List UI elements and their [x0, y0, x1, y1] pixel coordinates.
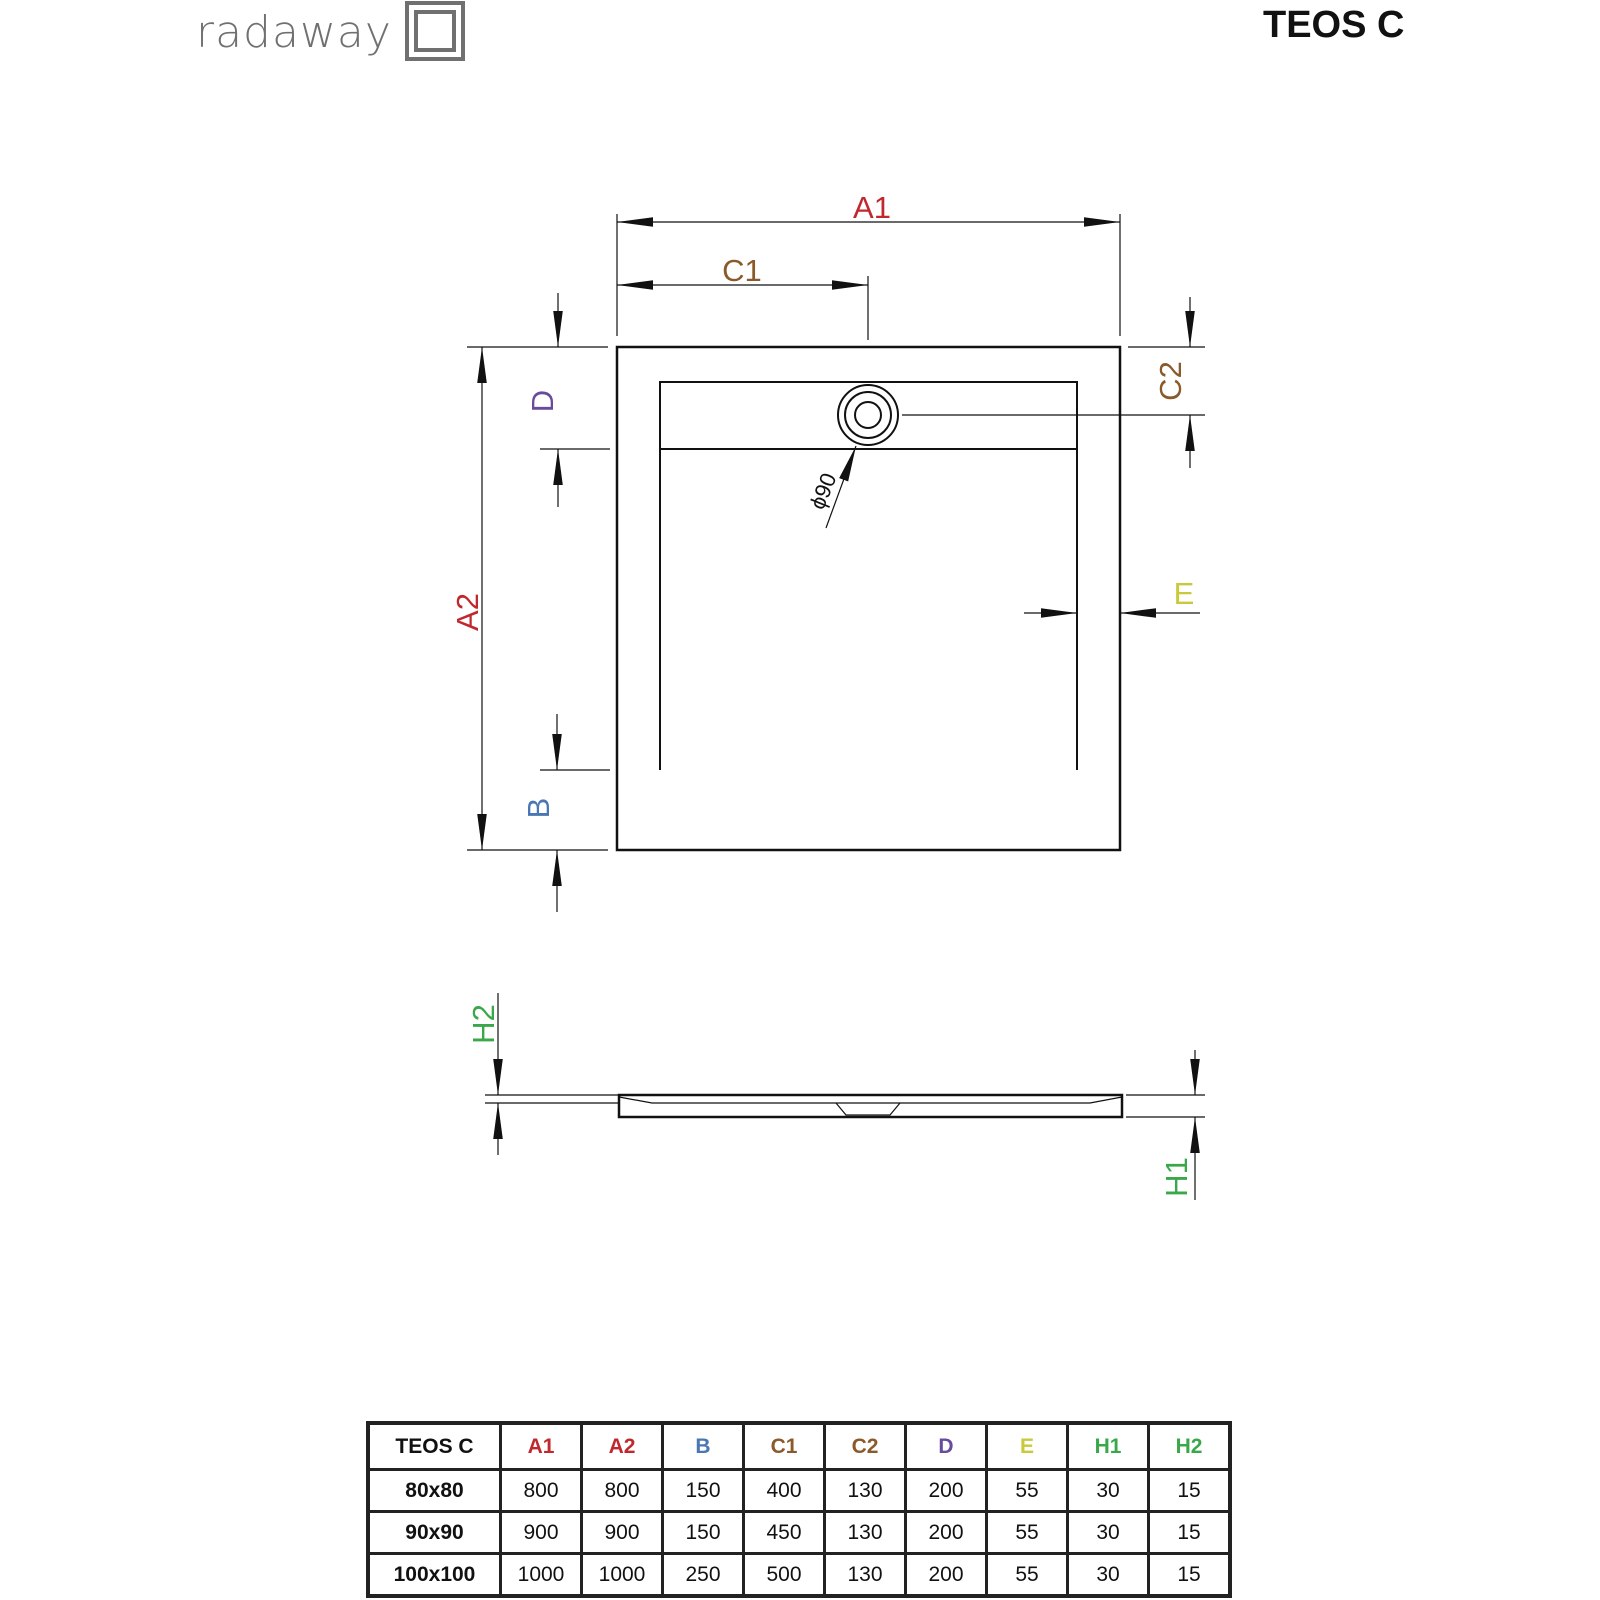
table-cell: 30: [1068, 1512, 1149, 1554]
table-header-e: E: [987, 1423, 1068, 1470]
table-cell: 200: [906, 1512, 987, 1554]
table-cell: 55: [987, 1470, 1068, 1512]
table-cell: 55: [987, 1554, 1068, 1597]
table-cell: 1000: [501, 1554, 582, 1597]
label-a1: A1: [853, 190, 891, 225]
tray-outline: [617, 347, 1120, 850]
table-cell: 130: [825, 1470, 906, 1512]
product-title: TEOS C: [1263, 4, 1405, 46]
table-cell: 150: [663, 1470, 744, 1512]
table-cell: 15: [1149, 1512, 1231, 1554]
label-d: D: [525, 389, 560, 413]
drain-inner-ring: [855, 402, 881, 428]
table-header-c2: C2: [825, 1423, 906, 1470]
table-cell: 900: [501, 1512, 582, 1554]
table-row: [368, 1554, 1230, 1597]
table-cell: 400: [744, 1470, 825, 1512]
table-cell: 30: [1068, 1554, 1149, 1597]
table-cell: 130: [825, 1512, 906, 1554]
label-h2: H2: [466, 1004, 501, 1044]
dimension-a2: [467, 347, 608, 850]
table-row: [368, 1470, 1230, 1512]
table-header-b: B: [663, 1423, 744, 1470]
table-cell: 450: [744, 1512, 825, 1554]
table-header-d: D: [906, 1423, 987, 1470]
table-cell: 130: [825, 1554, 906, 1597]
table-cell: 200: [906, 1554, 987, 1597]
drain-mid-ring: [845, 392, 891, 438]
table-header-a1: A1: [501, 1423, 582, 1470]
label-h1: H1: [1159, 1157, 1194, 1197]
label-a2: A2: [450, 593, 485, 631]
drain-outer-ring: [838, 385, 898, 445]
table-cell: 900: [582, 1512, 663, 1554]
brand-wordmark: radaway: [196, 6, 392, 58]
dimension-h2: [485, 993, 619, 1155]
drain-profile: [836, 1103, 900, 1115]
tray-surface-slope: [619, 1097, 1122, 1103]
table-header-row: [368, 1423, 1230, 1470]
table-cell: 150: [663, 1512, 744, 1554]
table-cell: 800: [501, 1470, 582, 1512]
label-drain-diameter: ϕ90: [804, 469, 842, 513]
table-cell: 30: [1068, 1470, 1149, 1512]
table-header-h2: H2: [1149, 1423, 1231, 1470]
label-b: B: [521, 797, 556, 819]
table-cell: 15: [1149, 1554, 1231, 1597]
label-e: E: [1173, 576, 1195, 611]
table-cell: 500: [744, 1554, 825, 1597]
tray-profile: [619, 1095, 1122, 1117]
table-cell: 15: [1149, 1470, 1231, 1512]
table-cell: 200: [906, 1470, 987, 1512]
table-cell: 250: [663, 1554, 744, 1597]
table-cell-size: 100x100: [368, 1554, 501, 1597]
table-row: [368, 1512, 1230, 1554]
table-header-h1: H1: [1068, 1423, 1149, 1470]
table-header-a2: A2: [582, 1423, 663, 1470]
dimensions-table: [366, 1421, 1232, 1598]
table-cell-size: 90x90: [368, 1512, 501, 1554]
table-cell: 55: [987, 1512, 1068, 1554]
side-view: [619, 1095, 1122, 1117]
table-cell-size: 80x80: [368, 1470, 501, 1512]
label-c1: C1: [722, 253, 762, 288]
table-header-c1: C1: [744, 1423, 825, 1470]
table-cell: 800: [582, 1470, 663, 1512]
label-c2: C2: [1153, 361, 1188, 401]
table-header-model: TEOS C: [368, 1423, 501, 1470]
table-cell: 1000: [582, 1554, 663, 1597]
top-view: [617, 347, 1205, 850]
